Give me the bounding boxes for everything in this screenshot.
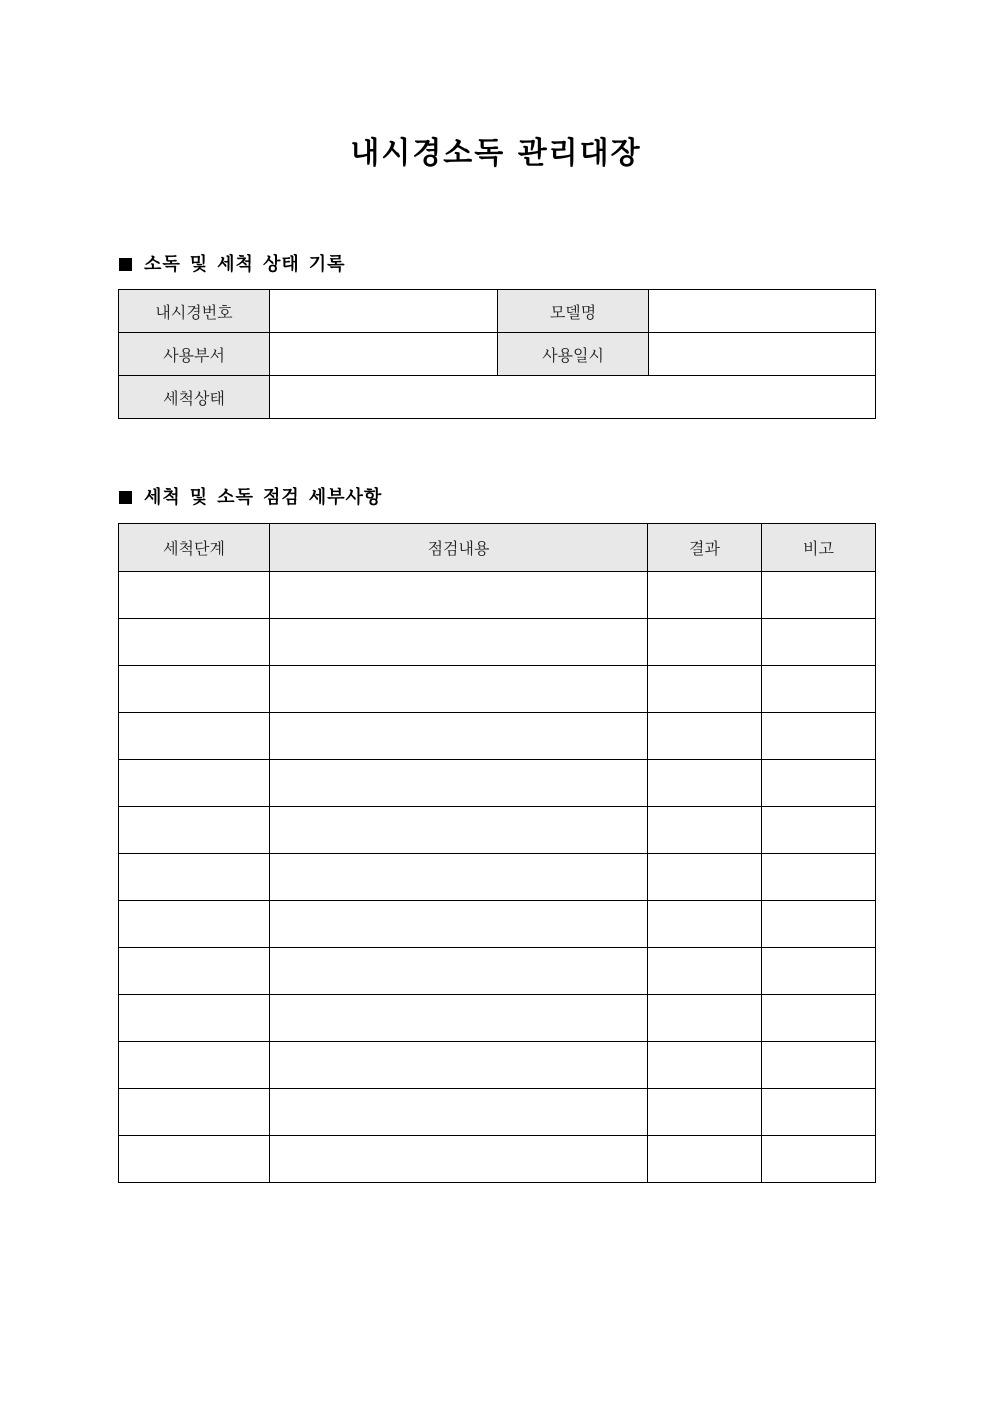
content-cell[interactable] — [270, 619, 648, 666]
detail-table-body — [119, 572, 876, 1183]
department-field[interactable] — [270, 333, 498, 376]
stage-cell[interactable] — [119, 666, 270, 713]
section-heading-record — [119, 252, 346, 278]
content-cell[interactable] — [270, 901, 648, 948]
heading-word: 기록 — [308, 254, 346, 275]
result-cell[interactable] — [648, 1136, 762, 1183]
heading-word: 소독 — [217, 487, 254, 508]
heading-word: 세척 — [144, 487, 181, 508]
note-cell[interactable] — [762, 666, 876, 713]
detail-table — [118, 523, 876, 1183]
note-cell[interactable] — [762, 760, 876, 807]
table-row — [119, 995, 876, 1042]
department-label: 사용부서 — [119, 333, 270, 376]
use-datetime-label: 사용일시 — [498, 333, 649, 376]
stage-cell[interactable] — [119, 1089, 270, 1136]
note-cell[interactable] — [762, 807, 876, 854]
content-cell[interactable] — [270, 807, 648, 854]
result-cell[interactable] — [648, 807, 762, 854]
table-row — [119, 619, 876, 666]
square-bullet-icon — [119, 491, 132, 504]
use-datetime-field[interactable] — [649, 333, 876, 376]
stage-cell[interactable] — [119, 760, 270, 807]
result-cell[interactable] — [648, 854, 762, 901]
table-row — [119, 948, 876, 995]
stage-cell[interactable] — [119, 807, 270, 854]
record-row — [119, 333, 876, 376]
stage-cell[interactable] — [119, 1136, 270, 1183]
note-cell[interactable] — [762, 619, 876, 666]
table-row — [119, 854, 876, 901]
model-field[interactable] — [649, 290, 876, 333]
table-row — [119, 1089, 876, 1136]
page-title: 내시경소독 관리대장 — [350, 136, 642, 171]
record-table — [118, 289, 876, 419]
stage-cell[interactable] — [119, 619, 270, 666]
stage-cell[interactable] — [119, 995, 270, 1042]
stage-cell[interactable] — [119, 901, 270, 948]
content-cell[interactable] — [270, 854, 648, 901]
section-heading-detail — [119, 485, 382, 511]
table-header-row — [119, 524, 876, 572]
note-cell[interactable] — [762, 572, 876, 619]
note-cell[interactable] — [762, 995, 876, 1042]
content-cell[interactable] — [270, 1042, 648, 1089]
note-cell[interactable] — [762, 1042, 876, 1089]
result-cell[interactable] — [648, 1042, 762, 1089]
table-row — [119, 901, 876, 948]
content-cell[interactable] — [270, 995, 648, 1042]
result-cell[interactable] — [648, 995, 762, 1042]
record-row — [119, 376, 876, 419]
scope-number-label: 내시경번호 — [119, 290, 270, 333]
column-header-content: 점검내용 — [270, 524, 648, 572]
note-cell[interactable] — [762, 1089, 876, 1136]
result-cell[interactable] — [648, 1089, 762, 1136]
cleaning-status-label: 세척상태 — [119, 376, 270, 419]
content-cell[interactable] — [270, 948, 648, 995]
heading-word: 및 — [189, 254, 209, 275]
result-cell[interactable] — [648, 572, 762, 619]
stage-cell[interactable] — [119, 854, 270, 901]
note-cell[interactable] — [762, 713, 876, 760]
content-cell[interactable] — [270, 666, 648, 713]
heading-word: 세부사항 — [308, 487, 383, 508]
model-label: 모델명 — [498, 290, 649, 333]
result-cell[interactable] — [648, 901, 762, 948]
table-row — [119, 807, 876, 854]
note-cell[interactable] — [762, 901, 876, 948]
content-cell[interactable] — [270, 713, 648, 760]
note-cell[interactable] — [762, 854, 876, 901]
content-cell[interactable] — [270, 1089, 648, 1136]
content-cell[interactable] — [270, 760, 648, 807]
result-cell[interactable] — [648, 948, 762, 995]
heading-word: 점검 — [262, 487, 300, 508]
column-header-result: 결과 — [648, 524, 762, 572]
content-cell[interactable] — [270, 1136, 648, 1183]
column-header-note: 비고 — [762, 524, 876, 572]
table-row — [119, 760, 876, 807]
column-header-stage: 세척단계 — [119, 524, 270, 572]
content-cell[interactable] — [270, 572, 648, 619]
note-cell[interactable] — [762, 1136, 876, 1183]
heading-word: 상태 — [262, 254, 300, 275]
result-cell[interactable] — [648, 713, 762, 760]
table-row — [119, 666, 876, 713]
stage-cell[interactable] — [119, 572, 270, 619]
heading-word: 소독 — [144, 254, 181, 275]
scope-number-field[interactable] — [270, 290, 498, 333]
note-cell[interactable] — [762, 948, 876, 995]
heading-word: 세척 — [217, 254, 254, 275]
stage-cell[interactable] — [119, 1042, 270, 1089]
result-cell[interactable] — [648, 619, 762, 666]
stage-cell[interactable] — [119, 948, 270, 995]
table-row — [119, 713, 876, 760]
cleaning-status-field[interactable] — [270, 376, 876, 419]
table-row — [119, 1136, 876, 1183]
table-row — [119, 572, 876, 619]
stage-cell[interactable] — [119, 713, 270, 760]
heading-word: 및 — [189, 487, 209, 508]
result-cell[interactable] — [648, 760, 762, 807]
result-cell[interactable] — [648, 666, 762, 713]
record-row — [119, 290, 876, 333]
table-row — [119, 1042, 876, 1089]
square-bullet-icon — [119, 258, 132, 271]
